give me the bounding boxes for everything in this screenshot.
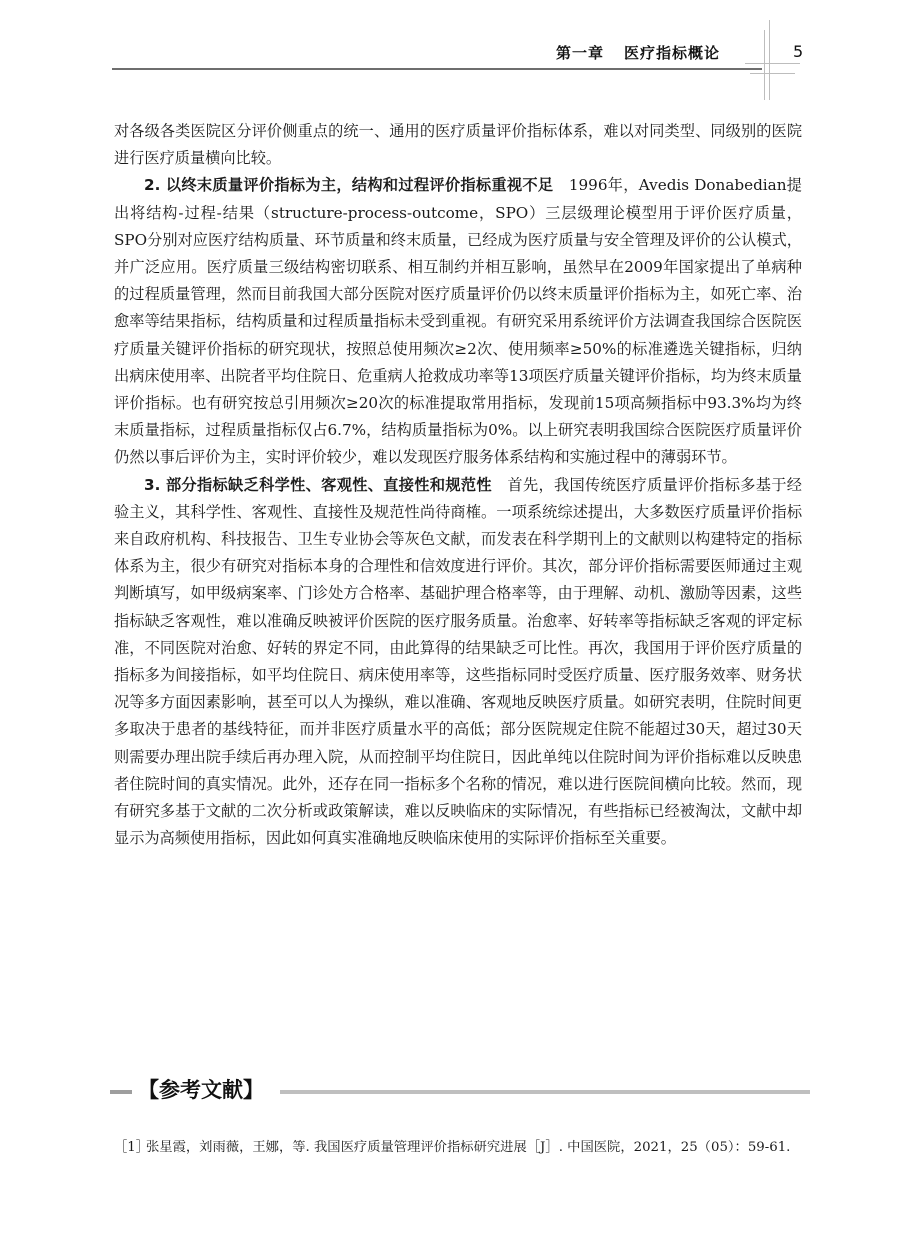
main-body-text [114, 118, 802, 852]
page-number: 5 [793, 42, 804, 61]
running-header [556, 42, 720, 63]
paragraph-continuation [114, 118, 802, 172]
paragraph-text: 首先，我国传统医疗质量评价指标多基于经验主义，其科学性、客观性、直接性及规范性尚待商榷。一项系统综述提出，大多数医疗质量评价指标来自政府机构、科技报告、卫生专业协会等灰色文献，而发表在科学期刊上的文献则以构建特定的指标体系为主，很少有研究对指标本身的合理性和信效度进行评价。其次，部分评价指标需要医师通过主观判断填写，如甲级病案率、门诊处方合格率、基础护理合格率等，由于理解、动机、激励等因素，这些指标缺乏客观性，难以准确反映被评价医院的医疗服务质量。治愈率、好转率等指标缺乏客观的评定标准，不同医院对治愈、好转的界定不同，由此算得的结果缺乏可比性。再次，我国用于评价医疗质量的指标多为间接指标，如平均住院日、病床使用率等，这些指标同时受医疗质量、医疗服务效率、财务状况等多方面因素影响，甚至可以人为操纵，难以准确、客观地反映医疗质量。如研究表明，住院时间更多取决于患者的基线特征，而并非医疗质量水平的高低；部分医院规定住院不能超过30天，超过30天则需要办理出院手续后再办理入院，从而控制平均住院日，因此单纯以住院时间为评价指标难以反映患者住院时间的真实情况。此外，还存在同一指标多个名称的情况，难以进行医院间横向比较。然而，现有研究多基于文献的二次分析或政策解读，难以反映临床的实际情况，有些指标已经被淘汰，文献中却显示为高频使用指标，因此如何真实准确地反映临床使用的实际评价指标至关重要。 [114, 475, 802, 848]
header-rule [112, 68, 762, 70]
paragraph-section-3 [114, 472, 802, 853]
header-decoration [764, 30, 765, 100]
reference-item [114, 1138, 814, 1158]
references-title: 【参考文献】 [138, 1078, 264, 1102]
heading-rule-left [110, 1090, 132, 1094]
page-header [0, 0, 900, 82]
chapter-title: 医疗指标概论 [623, 44, 720, 62]
section-heading: 3. 部分指标缺乏科学性、客观性、直接性和规范性 [144, 475, 492, 494]
heading-rule-right [280, 1090, 810, 1094]
reference-number: ［1］ [114, 1140, 150, 1155]
header-decoration [750, 73, 795, 74]
header-decoration [769, 20, 770, 100]
paragraph-section-2 [114, 172, 802, 471]
reference-text: 张星霞，刘雨薇，王娜，等. 我国医疗质量管理评价指标研究进展［J］. 中国医院，2021，25（05）：59-61. [146, 1140, 791, 1155]
references-heading [110, 1072, 810, 1112]
header-decoration [745, 63, 800, 64]
paragraph-text: 1996年，Avedis Donabedian提出将结构-过程-结果（structure-process-outcome，SPO）三层级理论模型用于评价医疗质量，SPO分别对应医疗结构质量、环节质量和终末质量，已经成为医疗质量与安全管理及评价的公认模式，并广泛应用。医疗质量三级结构密切联系、相互制约并相互影响，虽然早在2009年国家提出了单病种的过程质量管理，然而目前我国大部分医院对医疗质量评价仍以终末质量评价指标为主，如死亡率、治愈率等结果指标，结构质量和过程质量指标未受到重视。有研究采用系统评价方法调查我国综合医院医疗质量关键评价指标的研究现状，按照总使用频次≥2次、使用频率≥50%的标准遴选关键指标，归纳出病床使用率、出院者平均住院日、危重病人抢救成功率等13项医疗质量关键评价指标，均为终末质量评价指标。也有研究按总引用频次≥20次的标准提取常用指标，发现前15项高频指标中93.3%均为终末质量指标，过程质量指标仅占6.7%，结构质量指标为0%。以上研究表明我国综合医院医疗质量评价仍然以事后评价为主，实时评价较少，难以发现医疗服务体系结构和实施过程中的薄弱环节。 [114, 176, 802, 467]
paragraph-text: 对各级各类医院区分评价侧重点的统一、通用的医疗质量评价指标体系，难以对同类型、同级别的医院进行医疗质量横向比较。 [114, 122, 802, 168]
chapter-label: 第一章 [555, 44, 604, 62]
section-heading: 2. 以终末质量评价指标为主，结构和过程评价指标重视不足 [144, 176, 554, 195]
